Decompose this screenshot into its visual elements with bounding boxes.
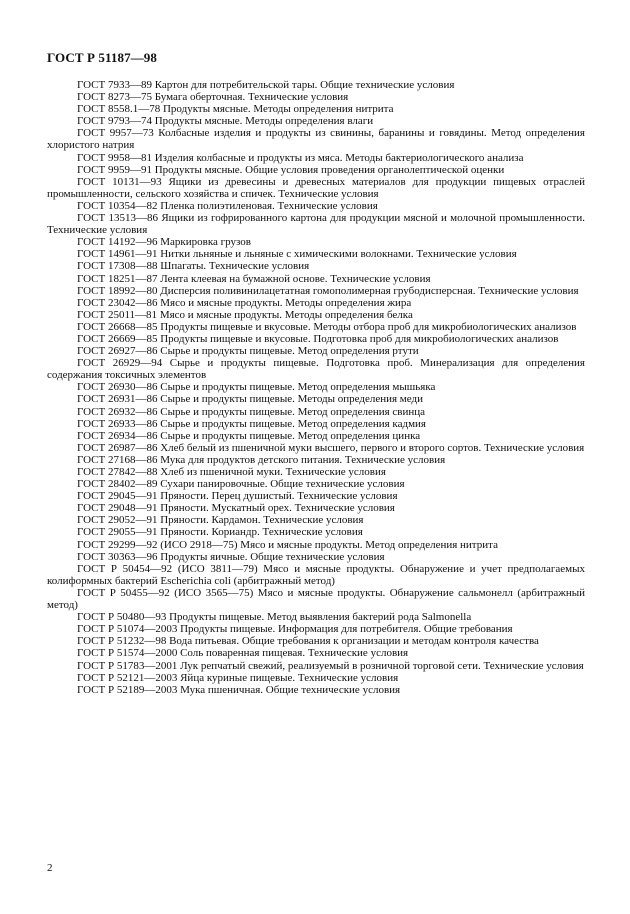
reference-title: Нитки льняные и льняные с химическими волокнами. Технические условия xyxy=(160,248,517,261)
reference-title: Сырье и продукты пищевые. Метод определения мышьяка xyxy=(160,381,436,394)
reference-code: ГОСТ 18992—80 xyxy=(77,284,158,297)
reference-item xyxy=(47,635,585,647)
reference-item xyxy=(47,127,585,151)
reference-title: Мясо и мясные продукты. Методы определения белка xyxy=(159,308,413,321)
reference-code: ГОСТ 23042—86 xyxy=(77,296,158,309)
reference-code: ГОСТ 27168—86 xyxy=(77,453,158,466)
reference-title: Изделия колбасные и продукты из мяса. Методы бактериологического анализа xyxy=(154,151,524,164)
reference-item xyxy=(47,647,585,659)
reference-title: Сырье и продукты пищевые. Методы определения меди xyxy=(160,393,423,406)
reference-title: Соль поваренная пищевая. Технические условия xyxy=(180,647,409,660)
reference-title: Картон для потребительской тары. Общие технические условия xyxy=(154,79,455,91)
reference-item xyxy=(47,321,585,333)
reference-item xyxy=(47,418,585,430)
reference-code: ГОСТ Р 50454—92 xyxy=(77,562,173,575)
reference-item xyxy=(47,623,585,635)
reference-title: Сырье и продукты пищевые. Метод определения свинца xyxy=(160,405,426,418)
reference-code: ГОСТ Р 51232—98 xyxy=(77,635,167,648)
reference-code: ГОСТ 26669—85 xyxy=(77,332,158,345)
reference-code: ГОСТ 25011—81 xyxy=(77,308,158,321)
reference-code: ГОСТ Р 51783—2001 xyxy=(77,659,178,672)
reference-code: ГОСТ 29052—91 xyxy=(77,514,158,527)
reference-code: ГОСТ 29055—91 xyxy=(77,526,158,539)
reference-title: Продукты яичные. Общие технические условия xyxy=(160,550,385,563)
reference-code: ГОСТ 26930—86 xyxy=(77,381,158,394)
reference-code: ГОСТ 7933—89 xyxy=(77,79,152,91)
reference-item xyxy=(47,285,585,297)
reference-title: Колбасные изделия и продукты из свинины, баранины и говядины. Метод определения хлористого натрия xyxy=(47,127,585,152)
reference-title: (ИСО 2918—75) Мясо и мясные продукты. Метод определения нитрита xyxy=(160,538,498,551)
reference-item xyxy=(47,684,585,696)
reference-title: Лук репчатый свежий, реализуемый в розничной торговой сети. Технические условия xyxy=(180,659,584,672)
reference-title: Пряности. Кориандр. Технические условия xyxy=(160,526,363,539)
reference-item xyxy=(47,164,585,176)
reference-item xyxy=(47,333,585,345)
reference-title: Пленка полиэтиленовая. Технические условия xyxy=(160,199,378,212)
reference-code: ГОСТ 10354—82 xyxy=(77,199,158,212)
reference-title: Ящики из гофрированного картона для продукции мясной и молочной промышленности. Технические условия xyxy=(47,212,586,237)
reference-item xyxy=(47,152,585,164)
reference-item xyxy=(47,406,585,418)
reference-item xyxy=(47,381,585,393)
reference-code: ГОСТ 14961—91 xyxy=(77,248,158,261)
reference-title: Вода питьевая. Общие требования к организации и методам контроля качества xyxy=(169,635,539,648)
reference-title: Бумага оберточная. Технические условия xyxy=(154,91,349,104)
reference-item xyxy=(47,672,585,684)
reference-item xyxy=(47,212,585,236)
reference-title: Дисперсия поливинилацетатная гомополимерная грубодисперсная. Технические условия xyxy=(160,284,579,297)
reference-code: ГОСТ 9959—91 xyxy=(77,163,152,176)
reference-item xyxy=(47,393,585,405)
reference-code: ГОСТ 18251—87 xyxy=(77,272,158,285)
reference-item xyxy=(47,357,585,381)
reference-title: Сырье и продукты пищевые. Метод определения кадмия xyxy=(160,417,426,430)
reference-title: Пряности. Перец душистый. Технические условия xyxy=(160,490,398,503)
reference-code: ГОСТ Р 52189—2003 xyxy=(77,683,178,696)
reference-item xyxy=(47,236,585,248)
reference-title: (ИСО 3565—75) Мясо и мясные продукты. Обнаружение сальмонелл (арбитражный метод) xyxy=(47,586,585,612)
reference-item xyxy=(47,260,585,272)
reference-item xyxy=(47,502,585,514)
reference-title: Шпагаты. Технические условия xyxy=(160,260,310,273)
reference-item xyxy=(47,115,585,127)
reference-code: ГОСТ 26987—86 xyxy=(77,441,158,454)
reference-title: Мясо и мясные продукты. Методы определения жира xyxy=(160,296,412,309)
document-header: ГОСТ Р 51187—98 xyxy=(47,50,158,65)
reference-title: Ящики из древесины и древесных материалов для продукции пищевых отраслей промышленности, сельского хозяйства и спичек. Технические условия xyxy=(47,175,585,200)
reference-title: Маркировка грузов xyxy=(160,236,251,249)
reference-item xyxy=(47,297,585,309)
reference-item xyxy=(47,539,585,551)
reference-code: ГОСТ 17308—88 xyxy=(77,260,158,273)
reference-title: Продукты мясные. Общие условия проведения органолептической оценки xyxy=(154,163,505,176)
reference-item xyxy=(47,103,585,115)
reference-code: ГОСТ Р 52121—2003 xyxy=(77,671,178,684)
reference-title: Сырье и продукты пищевые. Метод определения цинка xyxy=(160,429,421,442)
page-number: 2 xyxy=(47,862,53,874)
reference-title: Продукты пищевые. Метод выявления бактерий рода Salmonella xyxy=(169,611,472,624)
reference-code: ГОСТ Р 50480—93 xyxy=(77,611,167,624)
reference-item xyxy=(47,611,585,623)
reference-code: ГОСТ 13513—86 xyxy=(77,212,159,225)
reference-code: ГОСТ 26933—86 xyxy=(77,417,158,430)
reference-item xyxy=(47,587,585,611)
reference-code: ГОСТ 26668—85 xyxy=(77,320,158,333)
reference-title: Сырье и продукты пищевые. Подготовка проб. Минерализация для определения содержания токсичных элементов xyxy=(47,357,585,382)
reference-item xyxy=(47,442,585,454)
reference-code: ГОСТ 26927—86 xyxy=(77,345,158,358)
reference-code: ГОСТ 29048—91 xyxy=(77,502,158,515)
reference-code: ГОСТ 26929—94 xyxy=(77,357,163,370)
reference-title: Продукты мясные. Методы определения влаги xyxy=(154,115,374,128)
reference-code: ГОСТ Р 50455—92 xyxy=(77,586,170,599)
reference-code: ГОСТ 8558.1—78 xyxy=(77,103,161,116)
reference-item xyxy=(47,273,585,285)
reference-code: ГОСТ 27842—88 xyxy=(77,466,158,478)
reference-title: Сухари панировочные. Общие технические условия xyxy=(160,478,405,491)
reference-title: Хлеб из пшеничной муки. Технические условия xyxy=(160,466,386,478)
reference-item xyxy=(47,563,585,587)
reference-code: ГОСТ 26932—86 xyxy=(77,405,158,418)
reference-title: Продукты пищевые. Информация для потребителя. Общие требования xyxy=(180,623,513,636)
reference-code: ГОСТ 29045—91 xyxy=(77,490,158,503)
reference-code: ГОСТ 26931—86 xyxy=(77,393,158,406)
reference-title: Продукты пищевые и вкусовые. Подготовка проб для микробиологических анализов xyxy=(160,332,559,345)
normative-references-list xyxy=(47,79,585,696)
reference-item xyxy=(47,430,585,442)
reference-title: Пряности. Кардамон. Технические условия xyxy=(160,514,364,527)
reference-title: Продукты мясные. Методы определения нитрита xyxy=(162,103,394,116)
reference-item xyxy=(47,454,585,466)
reference-title: Сырье и продукты пищевые. Метод определения ртути xyxy=(160,345,419,358)
reference-item xyxy=(47,478,585,490)
reference-code: ГОСТ Р 51074—2003 xyxy=(77,623,178,636)
reference-code: ГОСТ 29299—92 xyxy=(77,538,158,551)
reference-code: ГОСТ 8273—75 xyxy=(77,91,152,104)
reference-item xyxy=(47,551,585,563)
reference-code: ГОСТ 14192—96 xyxy=(77,236,158,249)
reference-item xyxy=(47,91,585,103)
reference-item xyxy=(47,466,585,478)
reference-title: Яйца куриные пищевые. Технические условия xyxy=(180,671,399,684)
reference-title: Мука для продуктов детского питания. Технические условия xyxy=(160,453,446,466)
reference-code: ГОСТ 9958—81 xyxy=(77,151,152,164)
reference-item xyxy=(47,490,585,502)
reference-title: Хлеб белый из пшеничной муки высшего, первого и второго сортов. Технические условия xyxy=(160,441,585,454)
reference-code: ГОСТ Р 51574—2000 xyxy=(77,647,178,660)
reference-item xyxy=(47,514,585,526)
reference-item xyxy=(47,309,585,321)
reference-code: ГОСТ 9793—74 xyxy=(77,115,152,128)
reference-code: ГОСТ 9957—73 xyxy=(77,127,154,140)
reference-title: (ИСО 3811—79) Мясо и мясные продукты. Обнаружение и учет предполагаемых колиформных бактерий Escherichia coli (арбитражный метод) xyxy=(47,562,586,587)
reference-title: Лента клеевая на бумажной основе. Технические условия xyxy=(160,272,431,285)
reference-item xyxy=(47,345,585,357)
reference-item xyxy=(47,248,585,260)
reference-item xyxy=(47,176,585,200)
reference-item xyxy=(47,660,585,672)
reference-item xyxy=(47,200,585,212)
reference-code: ГОСТ 10131—93 xyxy=(77,175,162,188)
reference-title: Пряности. Мускатный орех. Технические условия xyxy=(160,502,395,515)
reference-code: ГОСТ 28402—89 xyxy=(77,478,158,491)
reference-item xyxy=(47,79,585,91)
reference-item xyxy=(47,526,585,538)
reference-title: Продукты пищевые и вкусовые. Методы отбора проб для микробиологических анализов xyxy=(160,320,577,333)
reference-title: Мука пшеничная. Общие технические условия xyxy=(180,683,401,696)
reference-code: ГОСТ 26934—86 xyxy=(77,429,158,442)
reference-code: ГОСТ 30363—96 xyxy=(77,550,158,563)
